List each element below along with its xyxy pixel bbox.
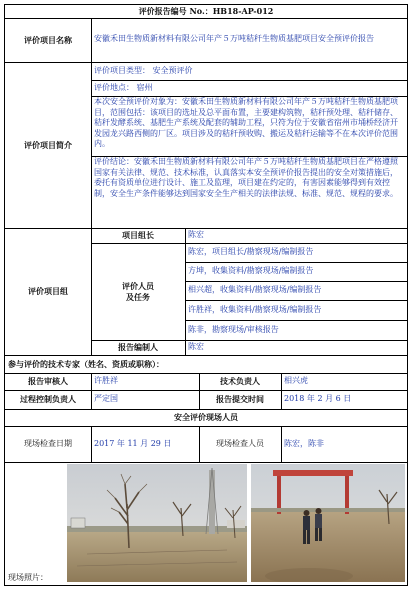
report-number-title: 评价报告编号 No.：HB18-AP-012 xyxy=(138,6,274,17)
process-control-name: 严定国 xyxy=(94,394,118,404)
process-control-label: 过程控制负责人 xyxy=(20,394,76,405)
report-reviewer-name: 许胜祥 xyxy=(94,376,118,386)
evaluation-conclusion: 评价结论：安徽禾田生物质新材料有限公司年产５万吨秸秆生物质基肥项目在严格遵照国家有关法律、规范、技术标准，认真落实本安全预评价报告提出的安全对策措施后，委托有资质单位进行设计、施工及监理，项目建在约定的，有害因素能够得到有效控制，安全生产条件能够达到国家安全生产相关的法律法规、标准、规范、规程的要求。 xyxy=(94,157,398,198)
site-inspection-staff-label: 现场检查人员 xyxy=(216,438,264,448)
site-inspection-date: 2017 年 11 月 29 日 xyxy=(94,438,172,448)
report-submit-date-label: 报告提交时间 xyxy=(216,394,264,405)
project-name-value: 安徽禾田生物质新材料有限公司年产５万吨秸秆生物质基肥项目安全预评价报告 xyxy=(94,34,374,43)
project-location: 评价地点： 宿州 xyxy=(94,82,153,92)
team-member: 许胜祥，收集资料/勘察现场/编制报告 xyxy=(188,304,322,314)
evaluation-scope: 本次安全预评价对象为：安徽禾田生物质新材料有限公司年产５万吨秸秆生物质基肥项目，范围包括：该项目的选址及总平面布置，主要建构筑物，秸秆预处理、秸秆储存、秸秆发酵系统、基肥生产系统及配套的辅助工程，只符为位于安徽省宿州市埇桥经济开发园龙兴路西侧的厂区。项目涉及的秸秆预收购、搬运及秸秆运输等不在本次评价范围内。 xyxy=(94,97,398,148)
site-inspection-date-label: 现场检查日期 xyxy=(24,438,72,448)
team-leader-name: 陈宏 xyxy=(188,230,204,240)
team-leader-label: 项目组长 xyxy=(122,230,154,241)
team-label: 评价项目组 xyxy=(28,286,68,297)
team-member: 相兴超，收集资料/勘察现场/编制报告 xyxy=(188,285,322,295)
report-author-name: 陈宏 xyxy=(188,342,204,352)
team-member: 陈宏，项目组长/勘察现场/编制报告 xyxy=(188,247,314,257)
project-name-label: 评价项目名称 xyxy=(24,34,72,45)
site-photo-label: 现场照片： xyxy=(8,573,48,582)
site-photo-right xyxy=(251,464,405,582)
site-photo-left xyxy=(67,464,247,582)
report-reviewer-label: 报告审核人 xyxy=(28,376,68,387)
team-member: 方坤，收集资料/勘察现场/编制报告 xyxy=(188,266,314,276)
report-submit-date: 2018 年 2 月 6 日 xyxy=(284,394,352,404)
project-type: 评价项目类型： 安全预评价 xyxy=(94,65,193,75)
team-members-label-line2: 及任务 xyxy=(126,291,150,302)
team-members-label xyxy=(91,243,185,340)
site-staff-section-title: 安全评价现场人员 xyxy=(174,412,238,423)
evaluation-info-form xyxy=(4,4,408,586)
technical-experts-label: 参与评价的技术专家（姓名、资质或职称）： xyxy=(8,358,164,369)
technical-lead-label: 技术负责人 xyxy=(220,376,260,387)
team-members-label-line1: 评价人员 xyxy=(122,281,154,291)
report-author-label: 报告编制人 xyxy=(118,342,158,353)
project-summary-label: 评价项目简介 xyxy=(24,139,72,150)
technical-lead-name: 相兴虎 xyxy=(284,376,308,386)
site-inspection-staff: 陈宏，陈非 xyxy=(284,438,324,448)
team-member: 陈非，勘察现场/审核报告 xyxy=(188,324,279,334)
